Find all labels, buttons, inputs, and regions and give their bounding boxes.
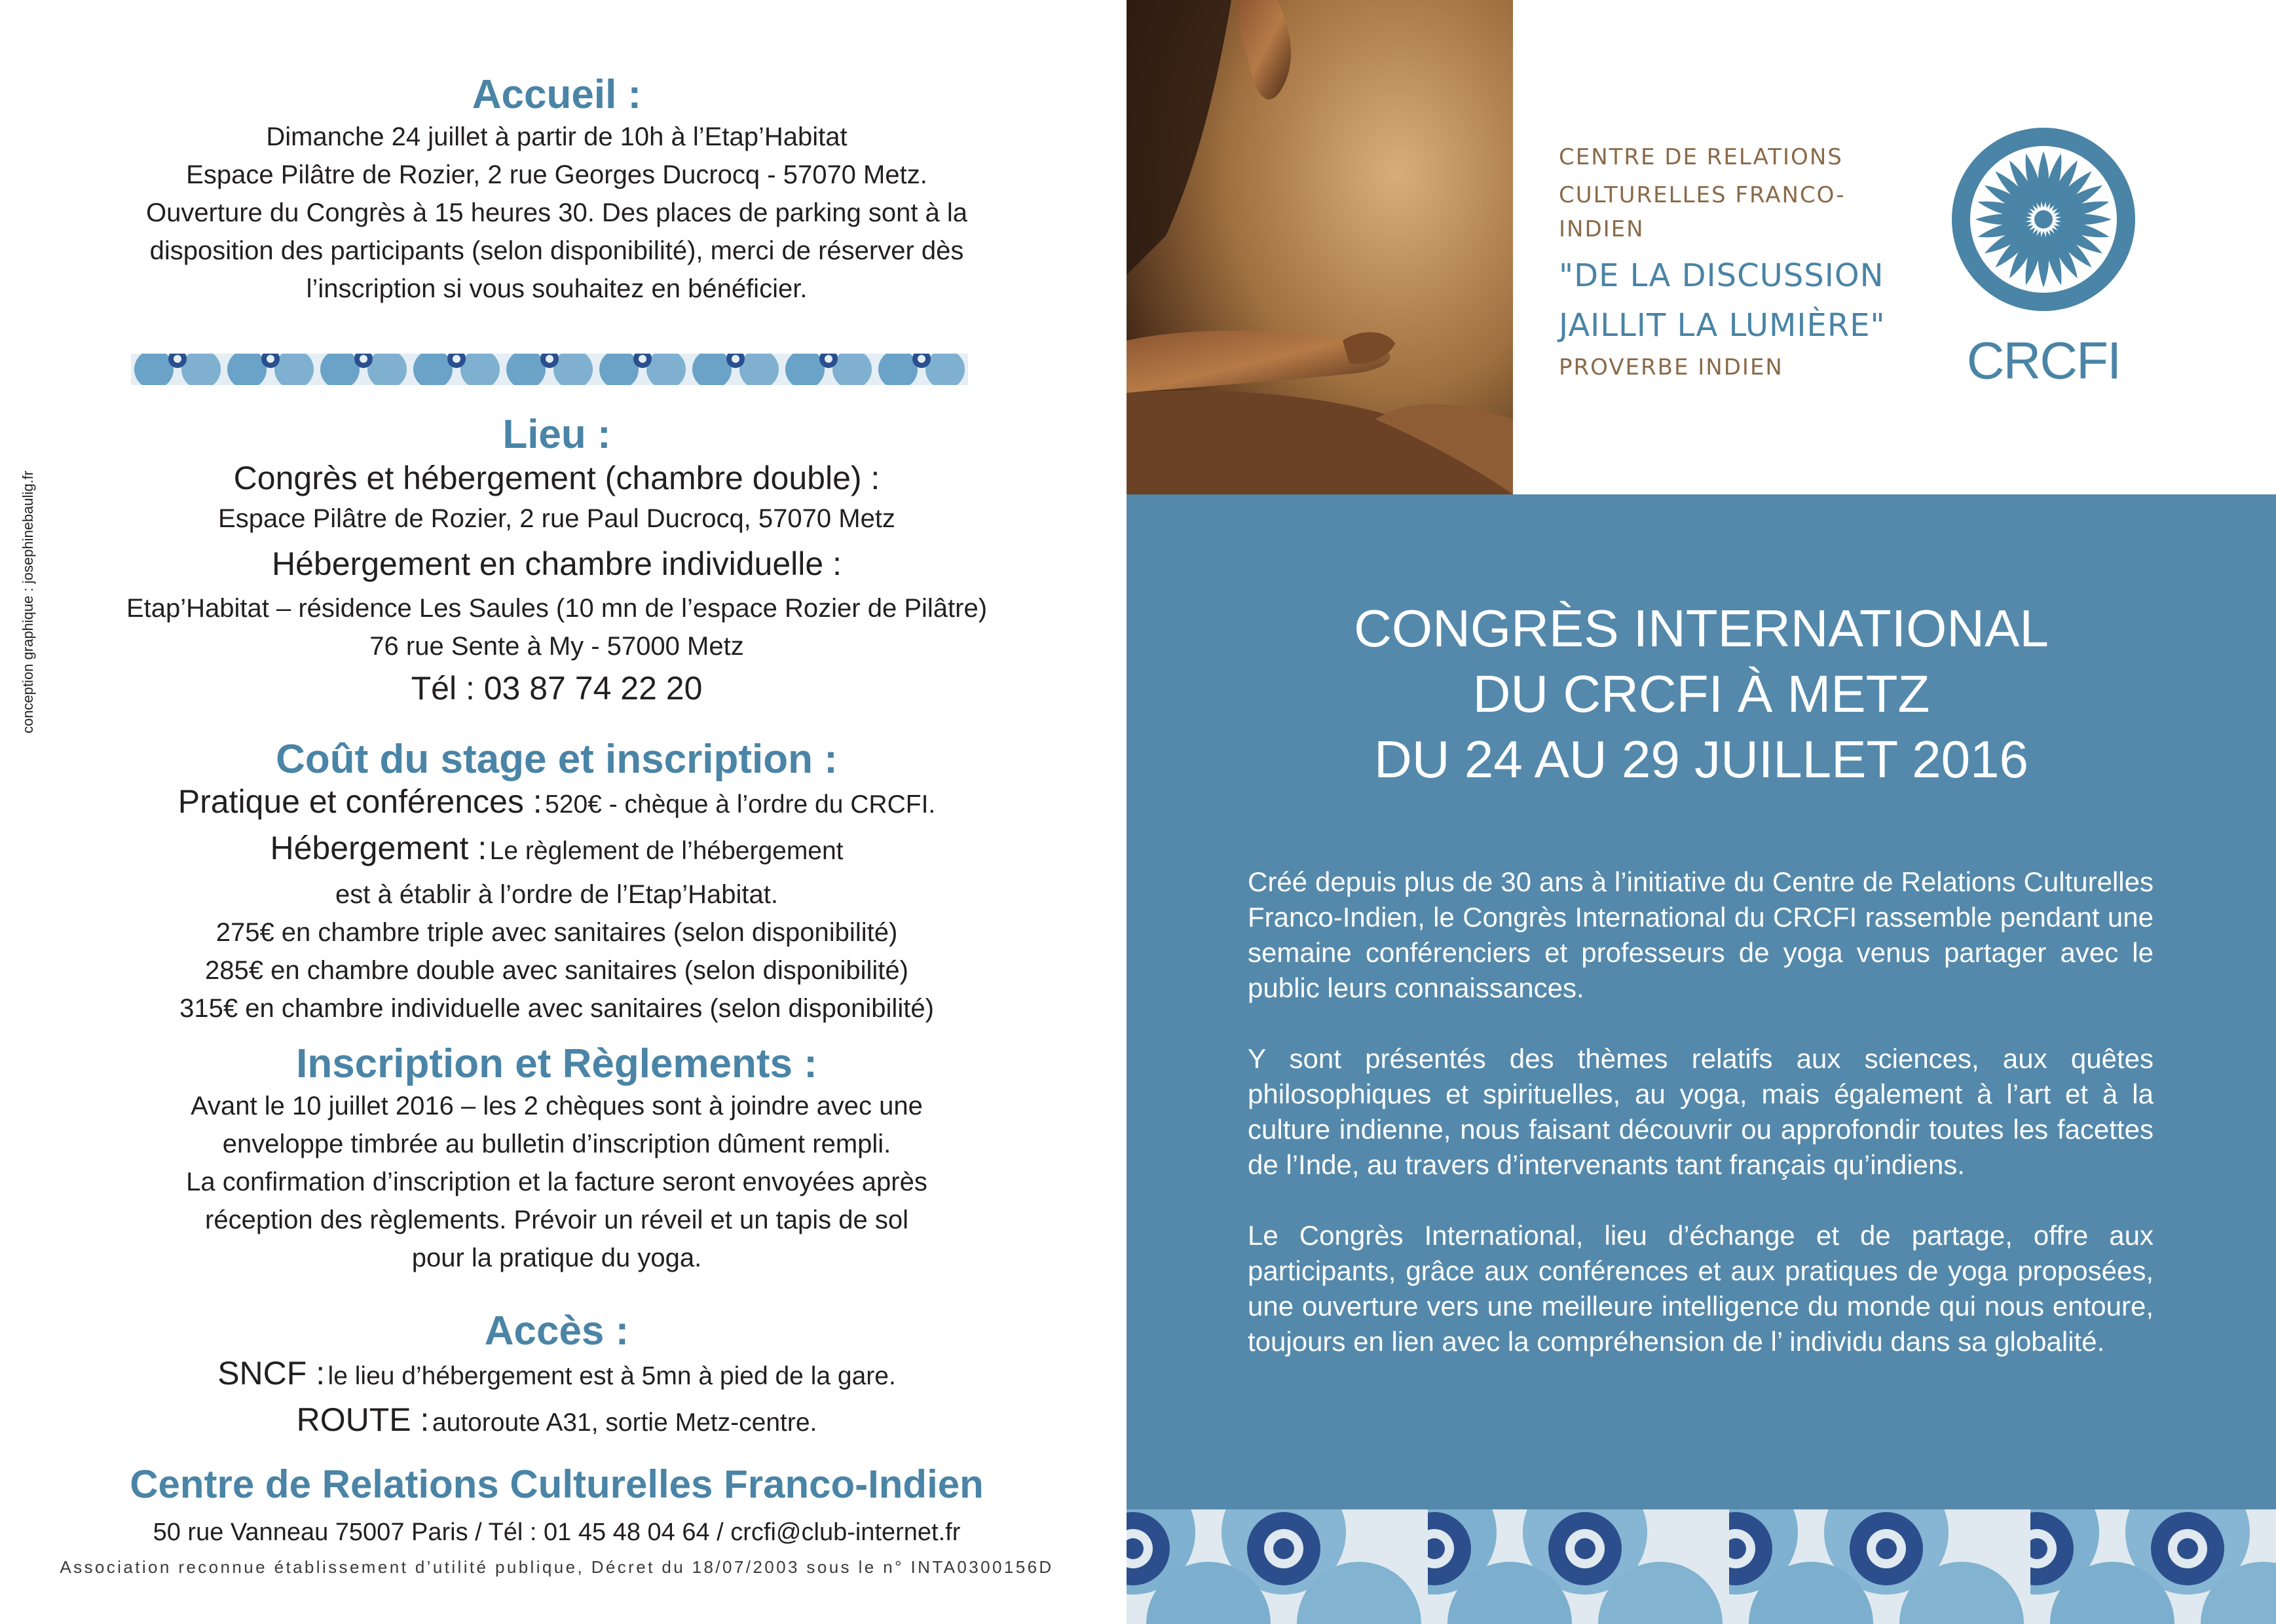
cout-line: 285€ en chambre double avec sanitaires (selon disponibilité) bbox=[205, 956, 908, 985]
cout-line bbox=[92, 783, 1022, 829]
lieu-heading: Lieu : bbox=[502, 412, 611, 457]
acces-label: ROUTE : bbox=[296, 1401, 430, 1438]
acces-text: autoroute A31, sortie Metz-centre. bbox=[432, 1409, 817, 1437]
tagline-line: CULTURELLES FRANCO-INDIEN bbox=[1559, 182, 1846, 242]
cout-line: 275€ en chambre triple avec sanitaires (selon disponibilité) bbox=[215, 918, 898, 947]
acces-line bbox=[92, 1354, 1022, 1401]
tagline-source: PROVERBE INDIEN bbox=[1559, 354, 1783, 380]
tagline-line: CENTRE DE RELATIONS bbox=[1559, 144, 1843, 170]
event-title-line: CONGRÈS INTERNATIONAL bbox=[1354, 599, 2049, 657]
description-paragraph: Créé depuis plus de 30 ans à l’initiative du Centre de Relations Culturelles Franco-Indien, le Congrès International du CRCFI rassemble pendant une semaine conférenciers et professeurs de yoga venus partager avec le public leurs connaissances. bbox=[1248, 866, 2154, 1003]
tagline-quote: JAILLIT LA LUMIÈRE" bbox=[1559, 307, 1886, 344]
cout-text: Le règlement de l’hébergement bbox=[489, 837, 844, 865]
description-paragraph: Le Congrès International, lieu d’échange et de partage, offre aux participants, grâce aux conférences et aux pratiques de yoga proposées, une ouverture vers une meilleure intelligence du monde qui nous entoure, toujours en lien avec la compréhension de l’ individu dans sa globalité. bbox=[1248, 1220, 2154, 1357]
footer bbox=[39, 1459, 1074, 1555]
inscription-line: enveloppe timbrée au bulletin d’inscription dûment rempli. bbox=[222, 1130, 891, 1158]
cout-heading: Coût du stage et inscription : bbox=[276, 737, 838, 782]
lieu-subheading: Congrès et hébergement (chambre double) : bbox=[233, 460, 880, 496]
cout-label: Hébergement : bbox=[270, 830, 487, 866]
description-paragraph: Y sont présentés des thèmes relatifs aux sciences, aux quêtes philosophiques et spirituelles, au yoga, mais également à l’art et à la culture indienne, nous faisant découvrir ou approfondir toutes les facettes de l’Inde, au travers d’intervenants tant français qu’indiens. bbox=[1248, 1043, 2154, 1180]
cout-label: Pratique et conférences : bbox=[177, 783, 542, 820]
buddha-photo bbox=[1127, 0, 1513, 494]
design-credit: conception graphique : josephinebaulig.fr bbox=[20, 470, 36, 733]
cout-text: 520€ - chèque à l’ordre du CRCFI. bbox=[545, 790, 936, 819]
event-title-line: DU 24 AU 29 JUILLET 2016 bbox=[1373, 730, 2029, 788]
acces-line bbox=[92, 1401, 1022, 1447]
event-title bbox=[1127, 596, 2276, 792]
acces-section bbox=[92, 1308, 1022, 1447]
inscription-section bbox=[92, 1041, 1022, 1277]
accueil-section bbox=[92, 72, 1022, 308]
inscription-heading: Inscription et Règlements : bbox=[296, 1041, 817, 1086]
lieu-phone: Tél : 03 87 74 22 20 bbox=[411, 670, 703, 707]
lieu-subheading: Hébergement en chambre individuelle : bbox=[272, 545, 842, 582]
event-title-line: DU CRCFI À METZ bbox=[1472, 665, 1930, 723]
footer-legal: Association reconnue établissement d’utilité publique, Décret du 18/07/2003 sous le n° INTA0300156D bbox=[60, 1557, 1054, 1577]
lieu-section bbox=[92, 413, 1022, 711]
lieu-address: Etap’Habitat – résidence Les Saules (10 mn de l’espace Rozier de Pilâtre) bbox=[126, 594, 988, 623]
accueil-line: l’inscription si vous souhaitez en bénéficier. bbox=[306, 274, 808, 303]
inscription-line: pour la pratique du yoga. bbox=[411, 1244, 702, 1272]
cout-line: 315€ en chambre individuelle avec sanitaires (selon disponibilité) bbox=[179, 994, 934, 1023]
accueil-heading: Accueil : bbox=[472, 72, 642, 117]
cout-line: est à établir à l’ordre de l’Etap’Habitat. bbox=[335, 880, 778, 909]
accueil-line: Dimanche 24 juillet à partir de 10h à l’Etap’Habitat bbox=[266, 122, 848, 151]
crcfi-logo-text: CRCFI bbox=[1966, 331, 2121, 390]
footer-org-name: Centre de Relations Culturelles Franco-Indien bbox=[130, 1462, 984, 1506]
lieu-address: Espace Pilâtre de Rozier, 2 rue Paul Ducrocq, 57070 Metz bbox=[218, 504, 895, 533]
acces-text: le lieu d’hébergement est à 5mn à pied de la gare. bbox=[327, 1362, 896, 1390]
accueil-line: Ouverture du Congrès à 15 heures 30. Des places de parking sont à la bbox=[145, 198, 968, 227]
cout-line bbox=[92, 829, 1022, 876]
footer-address: 50 rue Vanneau 75007 Paris / Tél : 01 45 48 04 64 / crcfi@club-internet.fr bbox=[153, 1519, 961, 1546]
cout-section bbox=[92, 737, 1022, 1027]
tagline-quote: "DE LA DISCUSSION bbox=[1559, 257, 1884, 294]
decorative-pattern-bottom bbox=[1127, 1509, 2276, 1624]
acces-heading: Accès : bbox=[484, 1308, 629, 1354]
tagline bbox=[1559, 136, 1926, 389]
accueil-line: disposition des participants (selon disponibilité), merci de réserver dès bbox=[149, 236, 964, 265]
decorative-pattern-strip bbox=[131, 354, 968, 385]
accueil-line: Espace Pilâtre de Rozier, 2 rue Georges Ducrocq - 57070 Metz. bbox=[186, 160, 927, 189]
inscription-line: réception des règlements. Prévoir un réveil et un tapis de sol bbox=[205, 1206, 908, 1234]
inscription-line: Avant le 10 juillet 2016 – les 2 chèques sont à joindre avec une bbox=[191, 1092, 923, 1120]
crcfi-logo-icon bbox=[1945, 121, 2142, 318]
description bbox=[1248, 864, 2154, 1359]
inscription-line: La confirmation d’inscription et la facture seront envoyées après bbox=[186, 1168, 927, 1196]
acces-label: SNCF : bbox=[217, 1355, 326, 1392]
lieu-address: 76 rue Sente à My - 57000 Metz bbox=[369, 632, 744, 661]
